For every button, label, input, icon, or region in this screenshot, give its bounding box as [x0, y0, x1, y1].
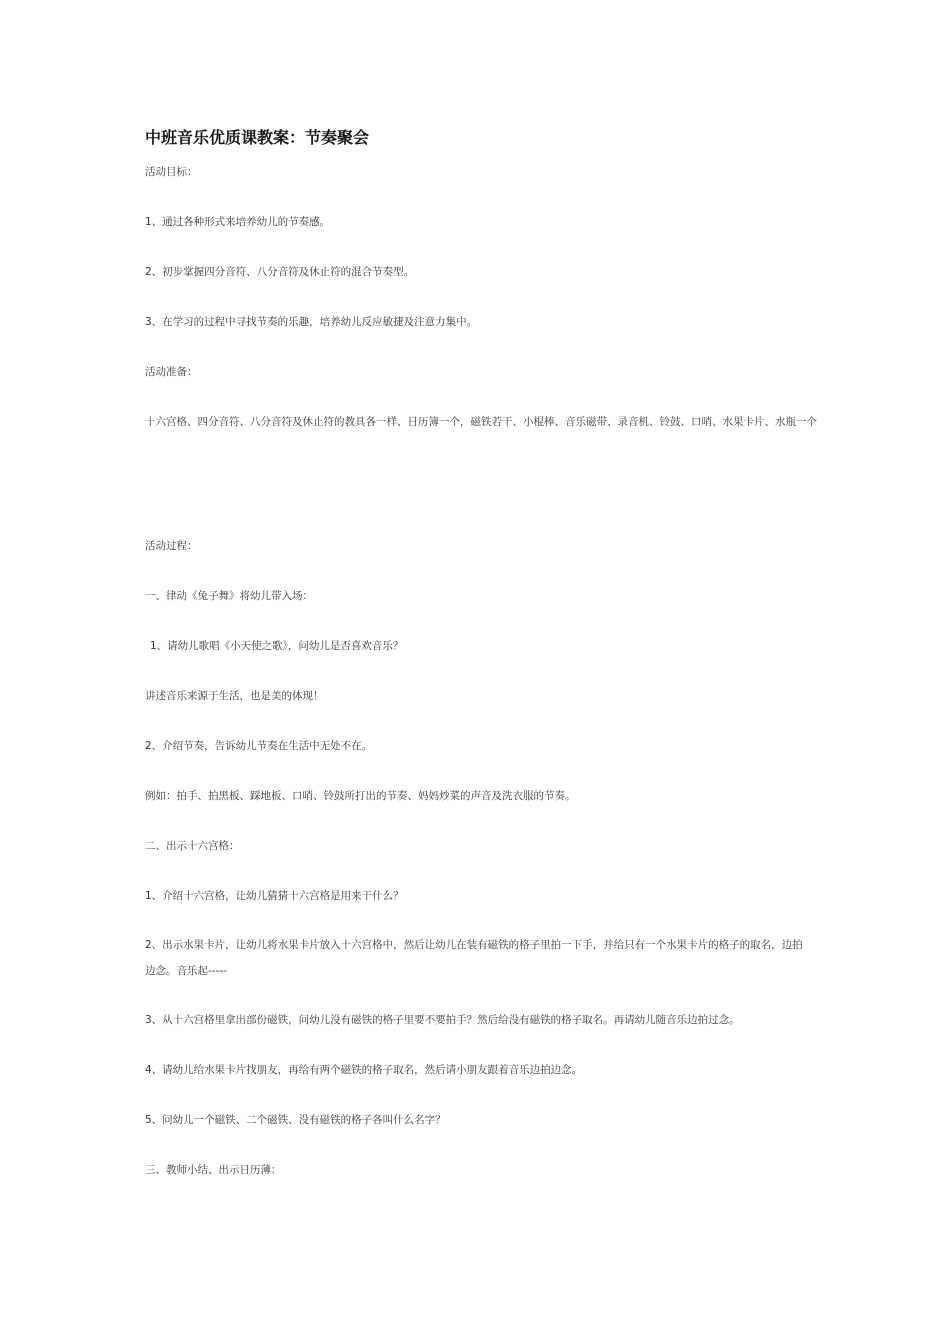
process-part-2-heading: 二、出示十六宫格：: [145, 840, 240, 852]
process-part-2-item-5: 5、问幼儿一个磁铁、二个磁铁、没有磁铁的格子各叫什么名字？: [145, 1114, 446, 1126]
goal-item-2: 2、初步掌握四分音符、八分音符及休止符的混合节奏型。: [145, 266, 415, 278]
process-part-1-example: 例如：拍手、拍黑板、踩地板、口哨、铃鼓所打出的节奏、妈妈炒菜的声音及洗衣服的节奏。: [145, 790, 576, 802]
goal-item-3: 3、在学习的过程中寻找节奏的乐趣，培养幼儿反应敏捷及注意力集中。: [145, 316, 478, 328]
process-part-2-item-3: 3、从十六宫格里拿出部份磁铁，问幼儿没有磁铁的格子里要不要拍手？然后给没有磁铁的格子取名。再请幼儿随音乐边拍过念。: [145, 1014, 740, 1026]
document-body: [145, 126, 825, 1176]
process-part-2-item-4: 4、请幼儿给水果卡片找朋友，再给有两个磁铁的格子取名，然后请小朋友跟着音乐边拍边念。: [145, 1064, 583, 1076]
document-title: 中班音乐优质课教案：节奏聚会: [145, 128, 370, 147]
process-part-1-item-1: 1、请幼儿歌唱《小天使之歌》，问幼儿是否喜欢音乐？: [150, 640, 404, 652]
section-heading-goals: 活动目标：: [145, 166, 198, 178]
goal-item-1: 1、通过各种形式来培养幼儿的节奏感。: [145, 216, 331, 228]
process-part-2-item-2: 2、出示水果卡片，让幼儿将水果卡片放入十六宫格中，然后让幼儿在装有磁铁的格子里拍一下手，并给只有一个水果卡片的格子的取名，边拍边念。音乐起-----: [145, 939, 803, 977]
process-part-3-heading: 三、教师小结、出示日历薄：: [145, 1164, 282, 1176]
section-heading-process: 活动过程：: [145, 540, 198, 552]
process-part-2-item-1: 1、介绍十六宫格，让幼儿猜猜十六宫格是用来干什么？: [145, 890, 404, 902]
process-part-1-item-2: 2、介绍节奏，告诉幼儿节奏在生活中无处不在。: [145, 740, 373, 752]
section-heading-preparation: 活动准备：: [145, 366, 198, 378]
preparation-text: 十六宫格、四分音符、八分音符及休止符的教具各一样、日历簿一个，磁铁若干、小棍棒、音乐磁带、录音机、铃鼓、口哨、水果卡片、水瓶一个: [145, 416, 817, 428]
process-part-1-heading: 一、律动《兔子舞》将幼儿带入场：: [145, 590, 313, 602]
process-part-1-note: 讲述音乐来源于生活，也是美的体现！: [145, 690, 324, 702]
